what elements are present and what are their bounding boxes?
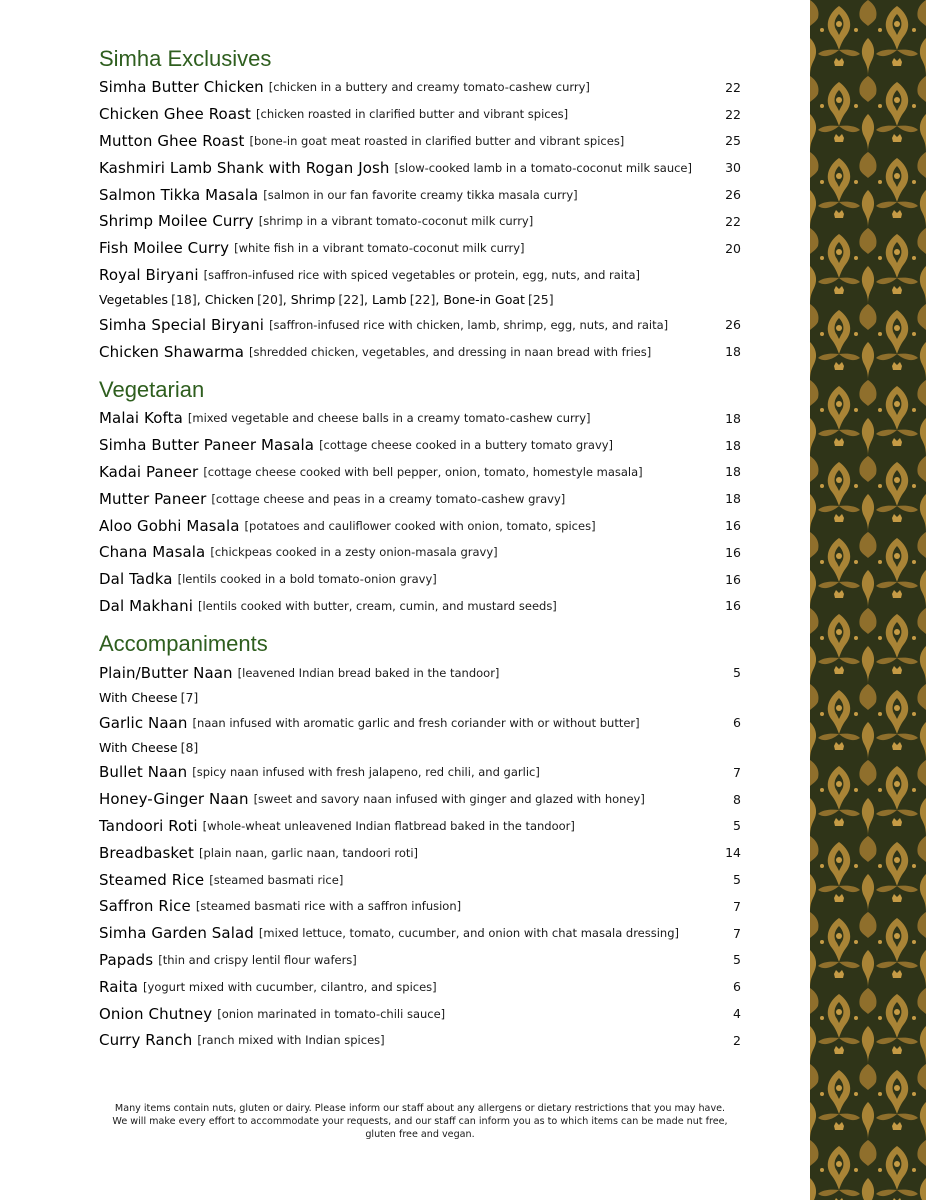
menu-item-options	[99, 288, 741, 311]
menu-item	[99, 947, 741, 974]
option-separator: ,	[282, 292, 291, 308]
menu-item-options	[99, 736, 741, 759]
menu-item	[99, 1000, 741, 1027]
option-name: Lamb	[371, 292, 407, 308]
menu-item-price: 25	[725, 133, 741, 149]
menu-item	[99, 262, 741, 289]
menu-section	[99, 629, 741, 1053]
menu-item-name: Salmon Tikka Masala	[99, 185, 259, 204]
menu-item-price: 16	[725, 518, 741, 534]
menu-item-name: Dal Tadka	[99, 570, 173, 589]
option-name: With Cheese	[99, 690, 178, 706]
menu-item-price: 6	[733, 715, 741, 731]
section-title: Accompaniments	[99, 631, 268, 657]
menu-item-price: 5	[733, 818, 741, 834]
menu-item-price: 22	[725, 79, 741, 95]
damask-border-pattern	[810, 0, 926, 1200]
menu-item	[99, 74, 741, 101]
menu-item	[99, 539, 741, 566]
menu-item-description: [leavened Indian bread baked in the tandoor]	[237, 665, 500, 680]
menu-item-description: [cottage cheese and peas in a creamy tomato-cashew gravy]	[211, 491, 566, 506]
menu-section	[99, 44, 741, 365]
menu-item-price: 7	[733, 898, 741, 914]
menu-item-name: Simha Special Biryani	[99, 315, 265, 334]
option-price: [20]	[257, 292, 283, 308]
menu-item	[99, 512, 741, 539]
menu-item	[99, 101, 741, 128]
menu-item-name: Plain/Butter Naan	[99, 663, 233, 682]
menu-section	[99, 375, 741, 619]
menu-item-description: [steamed basmati rice with a saffron infusion]	[195, 899, 462, 914]
menu-item	[99, 235, 741, 262]
menu-item	[99, 432, 741, 459]
menu-item-price: 2	[733, 1032, 741, 1048]
menu-item-description: [bone-in goat meat roasted in clarified butter and vibrant spices]	[249, 133, 625, 148]
menu-item-description: [cottage cheese cooked in a buttery tomato gravy]	[319, 438, 614, 453]
menu-item	[99, 566, 741, 593]
menu-item-description: [potatoes and cauliflower cooked with onion, tomato, spices]	[244, 518, 596, 533]
allergen-note-line: Many items contain nuts, gluten or dairy. Please inform our staff about any allergens or dietary restrictions that you may have.	[114, 1103, 726, 1114]
menu-item-price: 16	[725, 598, 741, 614]
menu-item-description: [mixed vegetable and cheese balls in a creamy tomato-cashew curry]	[187, 411, 591, 426]
menu-item-description: [steamed basmati rice]	[209, 872, 344, 887]
allergen-note-line: gluten free and vegan.	[365, 1129, 475, 1140]
menu-item-options	[99, 686, 741, 709]
menu-item-price: 8	[733, 791, 741, 807]
allergen-note	[100, 1102, 740, 1141]
menu-item-name: Tandoori Roti	[99, 816, 198, 835]
menu-item-name: Fish Moilee Curry	[99, 239, 230, 258]
option-name: Chicken	[204, 292, 255, 308]
option-name: Bone-in Goat	[443, 292, 525, 308]
menu-item-price: 22	[725, 106, 741, 122]
option-separator: ,	[435, 292, 444, 308]
menu-item-description: [lentils cooked with butter, cream, cumin, and mustard seeds]	[197, 598, 557, 613]
menu-item-description: [saffron-infused rice with spiced vegetables or protein, egg, nuts, and raita]	[203, 267, 641, 282]
menu-item-price: 16	[725, 571, 741, 587]
menu-item-description: [chickpeas cooked in a zesty onion-masala gravy]	[210, 545, 498, 560]
menu-item-description: [ranch mixed with Indian spices]	[197, 1033, 385, 1048]
menu-item-description: [lentils cooked in a bold tomato-onion gravy]	[177, 572, 437, 587]
menu-item	[99, 593, 741, 620]
menu-item	[99, 405, 741, 432]
menu-item-price: 4	[733, 1006, 741, 1021]
section-title: Vegetarian	[99, 376, 205, 402]
menu-item-name: Royal Biryani	[99, 265, 199, 284]
menu-item-price: 18	[725, 344, 741, 360]
menu-item-name: Garlic Naan	[99, 713, 188, 732]
menu-item-name: Chicken Shawarma	[99, 342, 245, 361]
menu-item-description: [sweet and savory naan infused with ginger and glazed with honey]	[253, 792, 645, 807]
option-name: With Cheese	[99, 739, 178, 755]
menu-item-name: Simha Butter Paneer Masala	[99, 436, 315, 455]
menu-item-description: [whole-wheat unleavened Indian flatbread baked in the tandoor]	[202, 818, 575, 833]
menu-item-name: Raita	[99, 977, 139, 996]
option-price: [8]	[180, 739, 199, 755]
option-price: [22]	[409, 292, 436, 308]
menu-item-price: 22	[725, 213, 741, 229]
menu-item-description: [plain naan, garlic naan, tandoori roti]	[198, 845, 419, 860]
menu-item	[99, 920, 741, 947]
menu-item	[99, 208, 741, 235]
menu-item-name: Papads	[99, 950, 154, 969]
menu-item-name: Shrimp Moilee Curry	[99, 212, 254, 231]
menu-item-price: 5	[733, 872, 741, 888]
option-name: Vegetables	[99, 292, 169, 308]
option-separator: ,	[364, 292, 372, 308]
menu-item-price: 20	[725, 240, 741, 256]
menu-item-description: [shredded chicken, vegetables, and dressing in naan bread with fries]	[249, 344, 652, 359]
option-separator: ,	[196, 292, 205, 308]
menu-item-description: [onion marinated in tomato-chili sauce]	[217, 1006, 446, 1021]
menu-item	[99, 459, 741, 486]
menu-item-description: [spicy naan infused with fresh jalapeno, red chili, and garlic]	[192, 765, 540, 780]
menu-item	[99, 1027, 741, 1054]
menu-item-name: Simha Garden Salad	[99, 924, 254, 943]
menu-item	[99, 893, 741, 920]
menu-item	[99, 485, 741, 512]
menu-item-price: 16	[725, 544, 741, 560]
menu-item-price: 18	[725, 410, 741, 426]
menu-item-description: [mixed lettuce, tomato, cucumber, and onion with chat masala dressing]	[258, 926, 680, 941]
menu-item-name: Chicken Ghee Roast	[99, 105, 252, 124]
menu-item-name: Breadbasket	[99, 843, 194, 862]
option-price: [18]	[171, 292, 197, 308]
menu-item-name: Honey-Ginger Naan	[99, 790, 249, 809]
menu-item-description: [slow-cooked lamb in a tomato-coconut milk sauce]	[394, 160, 692, 175]
menu-item-price: 26	[725, 317, 741, 333]
menu-item-description: [saffron-infused rice with chicken, lamb, shrimp, egg, nuts, and raita]	[269, 317, 669, 332]
option-name: Shrimp	[290, 292, 336, 308]
menu-item-price: 7	[733, 925, 741, 941]
menu-item	[99, 338, 741, 365]
menu-item	[99, 311, 741, 338]
menu-item-price: 6	[733, 979, 741, 995]
menu-item-name: Malai Kofta	[99, 409, 183, 428]
menu-item	[99, 813, 741, 840]
menu-item-name: Chana Masala	[99, 543, 206, 562]
menu-item-description: [shrimp in a vibrant tomato-coconut milk curry]	[258, 214, 534, 229]
menu-item-name: Saffron Rice	[99, 897, 191, 916]
menu-item-price: 18	[725, 437, 741, 453]
menu-item-price: 5	[733, 665, 741, 681]
option-price: [7]	[180, 690, 199, 706]
menu-item	[99, 973, 741, 1000]
menu-item-price: 5	[733, 952, 741, 968]
menu-item-name: Onion Chutney	[99, 1004, 213, 1023]
menu-item-name: Simha Butter Chicken	[99, 78, 264, 97]
menu-item	[99, 154, 741, 181]
option-price: [22]	[338, 292, 364, 308]
menu-item-name: Steamed Rice	[99, 870, 205, 889]
menu-item	[99, 709, 741, 736]
menu-item-description: [salmon in our fan favorite creamy tikka masala curry]	[263, 187, 578, 202]
damask-pattern-graphic	[810, 0, 926, 1200]
menu-item-name: Dal Makhani	[99, 596, 193, 615]
menu-item-description: [cottage cheese cooked with bell pepper, onion, tomato, homestyle masala]	[203, 464, 643, 479]
menu-item-description: [yogurt mixed with cucumber, cilantro, and spices]	[143, 979, 437, 994]
menu-item	[99, 181, 741, 208]
menu-item-description: [white fish in a vibrant tomato-coconut milk curry]	[234, 241, 525, 256]
option-price: [25]	[527, 292, 554, 308]
menu-content	[99, 44, 741, 1064]
menu-item	[99, 866, 741, 893]
menu-item-description: [chicken roasted in clarified butter and vibrant spices]	[256, 107, 569, 122]
menu-item-name: Mutton Ghee Roast	[99, 131, 245, 150]
menu-item-description: [thin and crispy lentil flour wafers]	[158, 952, 357, 967]
menu-item-price: 18	[725, 491, 741, 507]
menu-item-name: Aloo Gobhi Masala	[99, 516, 240, 535]
menu-item	[99, 786, 741, 813]
menu-item-name: Mutter Paneer	[99, 489, 207, 508]
menu-item-name: Curry Ranch	[99, 1031, 193, 1050]
menu-item-price: 30	[725, 160, 741, 176]
menu-item-name: Bullet Naan	[99, 763, 188, 782]
menu-item-name: Kadai Paneer	[99, 462, 199, 481]
allergen-note-line: We will make every effort to accommodate your requests, and our staff can inform you as to which items can be made nut free,	[112, 1116, 728, 1127]
menu-item-price: 7	[733, 764, 741, 780]
menu-item-description: [naan infused with aromatic garlic and fresh coriander with or without butter]	[192, 715, 640, 730]
menu-item	[99, 759, 741, 786]
menu-item-price: 14	[725, 845, 741, 861]
menu-item	[99, 128, 741, 155]
menu-item	[99, 839, 741, 866]
menu-item-price: 26	[725, 187, 741, 203]
menu-item-description: [chicken in a buttery and creamy tomato-cashew curry]	[268, 80, 590, 95]
menu-item-name: Kashmiri Lamb Shank with Rogan Josh	[99, 158, 390, 177]
menu-item	[99, 659, 741, 686]
section-title: Simha Exclusives	[99, 46, 272, 71]
menu-item-price: 18	[725, 464, 741, 480]
